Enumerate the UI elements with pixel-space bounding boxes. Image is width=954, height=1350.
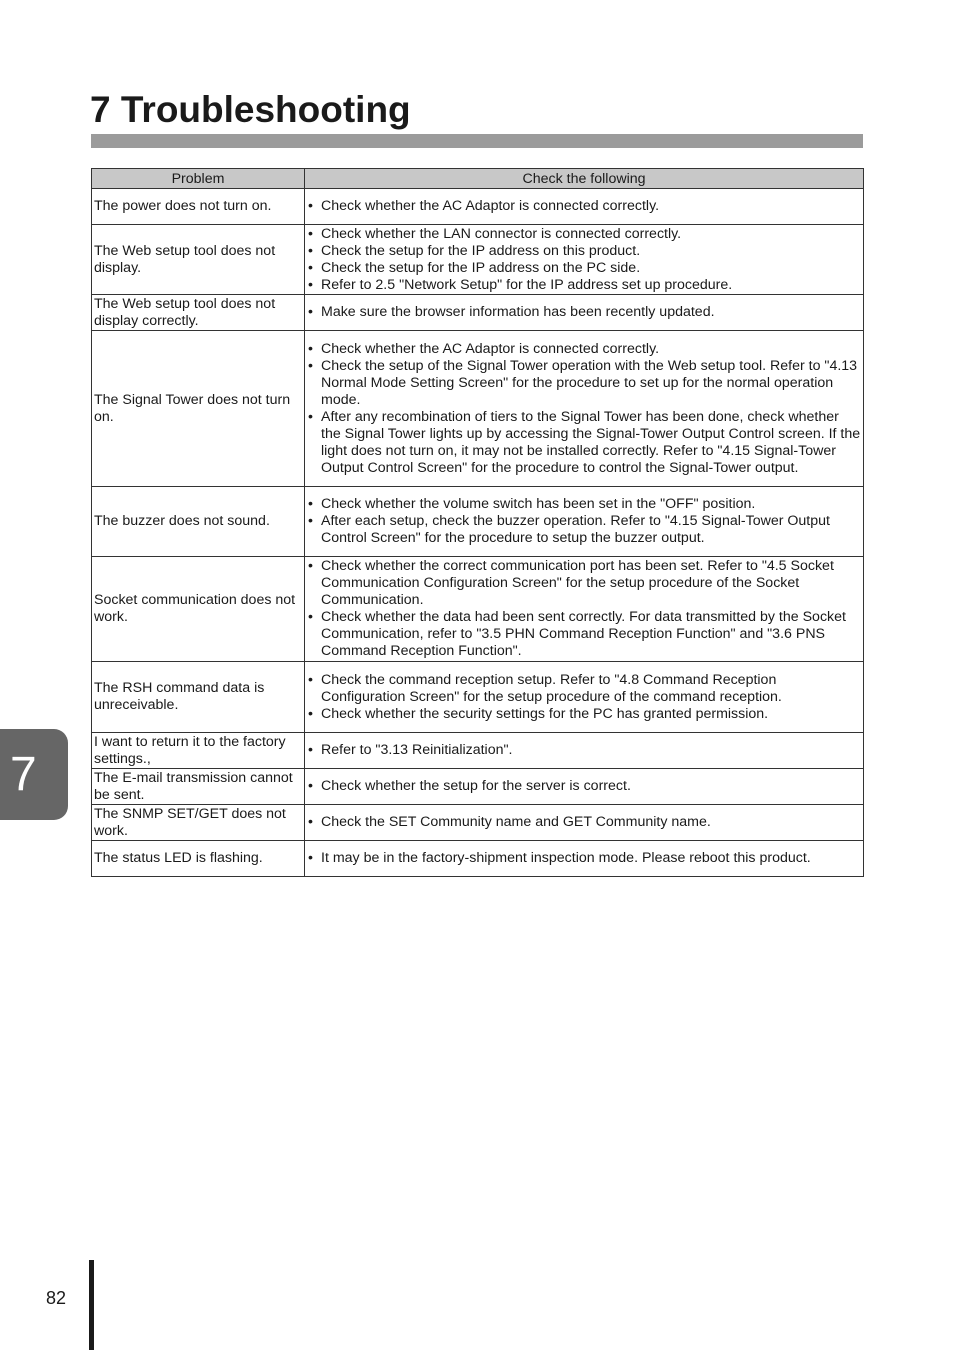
- checks-cell: [305, 841, 864, 877]
- problem-cell: The RSH command data is unreceivable.: [92, 662, 305, 733]
- check-list: [307, 742, 862, 759]
- checks-cell: [305, 769, 864, 805]
- table-row: [92, 662, 864, 733]
- check-item: • Check whether the setup for the server is correct.: [307, 778, 862, 795]
- check-item: • It may be in the factory-shipment inspection mode. Please reboot this product.: [307, 850, 862, 867]
- chapter-tab: [0, 729, 68, 820]
- table-row: [92, 841, 864, 877]
- check-list: [307, 341, 862, 477]
- check-list: [307, 778, 862, 795]
- problem-cell: The Web setup tool does not display.: [92, 225, 305, 295]
- check-item: • Check the SET Community name and GET Community name.: [307, 814, 862, 831]
- table-header-row: [92, 169, 864, 189]
- checks-cell: [305, 733, 864, 769]
- page-number: 82: [46, 1288, 67, 1308]
- check-list: [307, 496, 862, 547]
- problem-cell: The Web setup tool does not display correctly.: [92, 295, 305, 331]
- checks-cell: [305, 557, 864, 662]
- check-list: [307, 814, 862, 831]
- checks-cell: [305, 487, 864, 557]
- table-row: [92, 295, 864, 331]
- table-row: [92, 225, 864, 295]
- checks-cell: [305, 662, 864, 733]
- problem-cell: The E-mail transmission cannot be sent.: [92, 769, 305, 805]
- problem-cell: The buzzer does not sound.: [92, 487, 305, 557]
- checks-cell: [305, 805, 864, 841]
- check-list: [307, 304, 862, 321]
- check-item: • After any recombination of tiers to the Signal Tower has been done, check whether the Signal Tower lights up by accessing the Signal-Tower Output Control screen. If the light does not turn on, it may not be installed correctly. Refer to "4.15 Signal-Tower Output Control Screen" for the procedure to control the Signal-Tower output.: [307, 409, 862, 477]
- checks-cell: [305, 295, 864, 331]
- check-list: [307, 198, 862, 215]
- check-item: • Check the setup for the IP address on the PC side.: [307, 260, 862, 277]
- check-item: • Check whether the AC Adaptor is connected correctly.: [307, 198, 862, 215]
- title-underline-bar: [91, 134, 863, 148]
- check-item: • Check whether the data had been sent correctly. For data transmitted by the Socket Communication, refer to "3.5 PHN Command Reception Function" and "3.6 PNS Command Reception Function".: [307, 609, 862, 660]
- problem-cell: The power does not turn on.: [92, 189, 305, 225]
- problem-cell: Socket communication does not work.: [92, 557, 305, 662]
- table-row: [92, 769, 864, 805]
- check-item: • Check whether the LAN connector is connected correctly.: [307, 226, 862, 243]
- page-title: 7 Troubleshooting: [90, 89, 411, 130]
- checks-cell: [305, 225, 864, 295]
- problem-cell: The Signal Tower does not turn on.: [92, 331, 305, 487]
- table-row: [92, 189, 864, 225]
- check-item: • Refer to "3.13 Reinitialization".: [307, 742, 862, 759]
- check-item: • Check the command reception setup. Refer to "4.8 Command Reception Configuration Screen" for the setup procedure of the command reception.: [307, 672, 862, 706]
- column-header-problem: Problem: [92, 169, 305, 189]
- check-item: • Check whether the security settings for the PC has granted permission.: [307, 706, 862, 723]
- problem-cell: The SNMP SET/GET does not work.: [92, 805, 305, 841]
- check-list: [307, 226, 862, 294]
- table-row: [92, 331, 864, 487]
- check-item: • Check the setup of the Signal Tower operation with the Web setup tool. Refer to "4.13 Normal Mode Setting Screen" for the procedure to set up for the normal operation mode.: [307, 358, 862, 409]
- check-item: • Refer to 2.5 "Network Setup" for the IP address set up procedure.: [307, 277, 862, 294]
- checks-cell: [305, 331, 864, 487]
- page-margin-rule: [89, 1260, 94, 1350]
- problem-cell: The status LED is flashing.: [92, 841, 305, 877]
- check-item: • Make sure the browser information has been recently updated.: [307, 304, 862, 321]
- column-header-check: Check the following: [305, 169, 864, 189]
- check-list: [307, 558, 862, 660]
- check-list: [307, 672, 862, 723]
- table-row: [92, 733, 864, 769]
- table-row: [92, 557, 864, 662]
- problem-cell: I want to return it to the factory settings.,: [92, 733, 305, 769]
- chapter-tab-number: 7: [10, 748, 37, 801]
- checks-cell: [305, 189, 864, 225]
- check-item: • Check whether the volume switch has been set in the "OFF" position.: [307, 496, 862, 513]
- check-item: • Check whether the AC Adaptor is connected correctly.: [307, 341, 862, 358]
- troubleshooting-table: [91, 168, 864, 877]
- check-list: [307, 850, 862, 867]
- table-row: [92, 805, 864, 841]
- check-item: • Check the setup for the IP address on this product.: [307, 243, 862, 260]
- check-item: • Check whether the correct communication port has been set. Refer to "4.5 Socket Communication Configuration Screen" for the setup procedure of the Socket Communication.: [307, 558, 862, 609]
- check-item: • After each setup, check the buzzer operation. Refer to "4.15 Signal-Tower Output Control Screen" for the procedure to setup the buzzer output.: [307, 513, 862, 547]
- table-row: [92, 487, 864, 557]
